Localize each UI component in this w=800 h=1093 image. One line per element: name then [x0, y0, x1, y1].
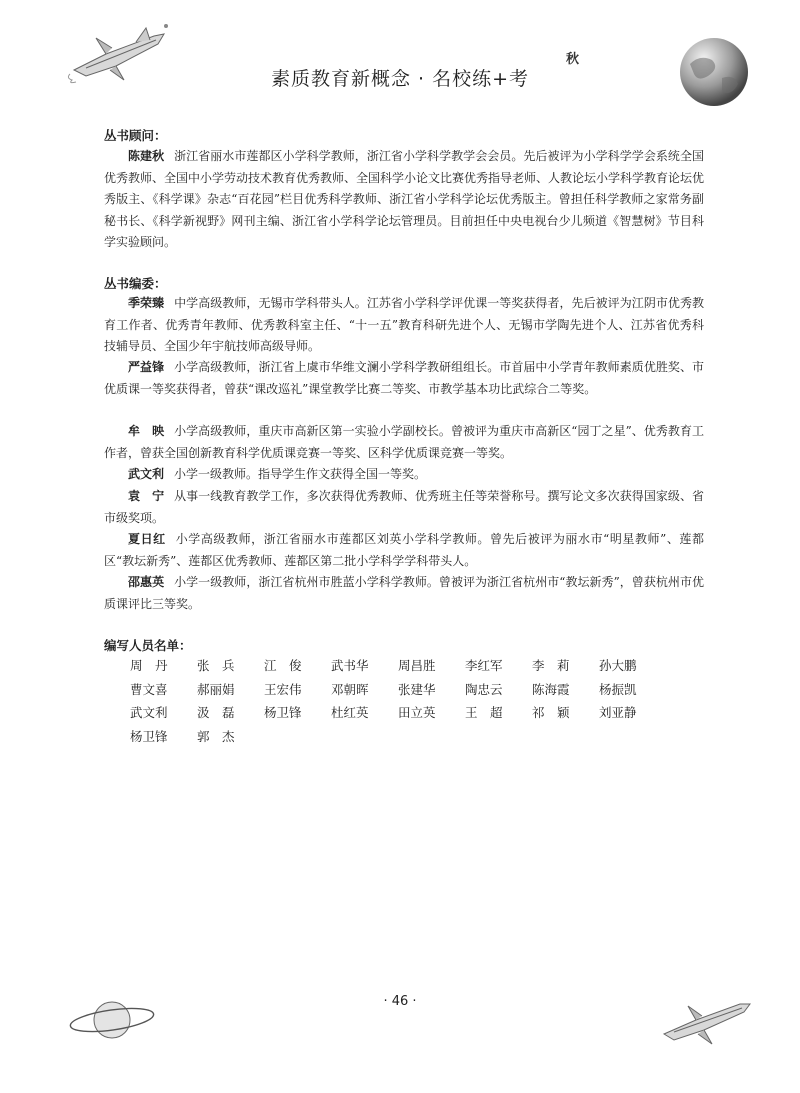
editor-name: 牟 映: [128, 424, 165, 438]
writer-name: 陶忠云: [465, 681, 503, 697]
editor-bio: 袁 宁 从事一线教育教学工作，多次获得优秀教师、优秀班主任等荣誉称号。撰写论文多次获得国家级、省市级奖项。: [104, 489, 704, 525]
writer-name: 王宏伟: [264, 681, 302, 697]
editor-bio: 严益锋 小学高级教师，浙江省上虞市华维文澜小学科学教研组组长。市首届中小学青年教师素质优胜奖、市优质课一等奖获得者，曾获“课改巡礼”课堂教学比赛二等奖、市教学基本功比武综合二等奖。: [104, 360, 704, 396]
writer-name: 陈海霞: [532, 681, 570, 697]
editor-bio: 武文利 小学一级教师。指导学生作文获得全国一等奖。: [128, 467, 427, 481]
writer-name: 郭 杰: [197, 728, 235, 744]
writer-name: 江 俊: [264, 658, 302, 673]
writer-name: 杨振凯: [599, 681, 637, 697]
editor-bio: 季荣臻 中学高级教师，无锡市学科带头人。江苏省小学科学评优课一等奖获得者，先后被评为江阴市优秀教育工作者、优秀青年教师、优秀教科室主任、“十一五”教育科研先进个人、无锡市学陶先进个人、江苏省优秀科技辅导员、全国少年宇航技师高级导师。: [104, 296, 704, 353]
editor-bio: 夏日红 小学高级教师，浙江省丽水市莲都区刘英小学科学教师。曾先后被评为丽水市“明星教师”、莲都区“教坛新秀”、莲都区优秀教师、莲都区第二批小学科学学科带头人。: [104, 532, 704, 568]
editor-name: 夏日红: [128, 532, 166, 546]
editor-name: 袁 宁: [128, 489, 165, 503]
writer-name: 杜红英: [331, 705, 369, 720]
season-label: 秋: [566, 52, 580, 67]
editor-name: 严益锋: [128, 360, 165, 374]
writer-name: 李红军: [465, 658, 503, 673]
writer-name: 汲 磊: [197, 705, 235, 720]
writer-name: 周昌胜: [398, 658, 436, 673]
advisor-name: 陈建秋: [128, 149, 165, 163]
advisors-heading: 丛书顾问：: [104, 128, 167, 143]
writers-list: [130, 654, 690, 748]
writer-name: 杨卫锋: [130, 728, 168, 744]
writer-name: 田立英: [398, 705, 436, 720]
page-header-title: 素质教育新概念 · 名校练+考: [270, 68, 530, 90]
writer-name: 周 丹: [130, 658, 168, 673]
writer-name: 刘亚静: [599, 705, 637, 720]
writers-heading: 编写人员名单：: [104, 638, 192, 653]
editor-bio: 邵惠英 小学一级教师，浙江省杭州市胜蓝小学科学教师。曾被评为浙江省杭州市“教坛新秀”，曾获杭州市优质课评比三等奖。: [104, 575, 704, 611]
writer-name: 李 莉: [532, 658, 570, 673]
editor-name: 武文利: [128, 467, 165, 481]
writer-name: 郝丽娟: [197, 681, 235, 697]
writer-name: 孙大鹏: [599, 658, 637, 673]
editor-bio: 牟 映 小学高级教师，重庆市高新区第一实验小学副校长。曾被评为重庆市高新区“园丁之星”、优秀教育工作者，曾获全国创新教育科学优质课竞赛一等奖、区科学优质课竞赛一等奖。: [104, 424, 704, 460]
editor-name: 季荣臻: [128, 296, 165, 310]
writer-name: 武文利: [130, 705, 168, 720]
writer-name: 邓朝晖: [331, 681, 369, 697]
writer-name: 武书华: [331, 658, 369, 673]
advisor-bio: 陈建秋 浙江省丽水市莲都区小学科学教师，浙江省小学科学教学会会员。先后被评为小学科学学会系统全国优秀教师、全国中小学劳动技术教育优秀教师、全国科学小论文比赛优秀指导老师、人教论坛小学科学教育论坛优秀版主、《科学课》杂志“百花园”栏目优秀科学教师、浙江省小学科学论坛优秀版主。曾担任科学教师之家常务副秘书长、《科学新视野》网刊主编、浙江省小学科学论坛管理员。目前担任中央电视台少儿频道《智慧树》节目科学实验顾问。: [104, 149, 705, 249]
writer-name: 曹文喜: [130, 681, 168, 697]
editors-heading: 丛书编委：: [104, 276, 167, 291]
editor-name: 邵惠英: [128, 575, 165, 589]
writer-name: 张建华: [398, 681, 436, 697]
writer-name: 王 超: [465, 705, 503, 720]
writer-name: 祁 颖: [532, 705, 570, 720]
writer-name: 杨卫锋: [264, 705, 302, 720]
writer-name: 张 兵: [197, 658, 235, 673]
page-number: · 46 ·: [383, 994, 417, 1009]
